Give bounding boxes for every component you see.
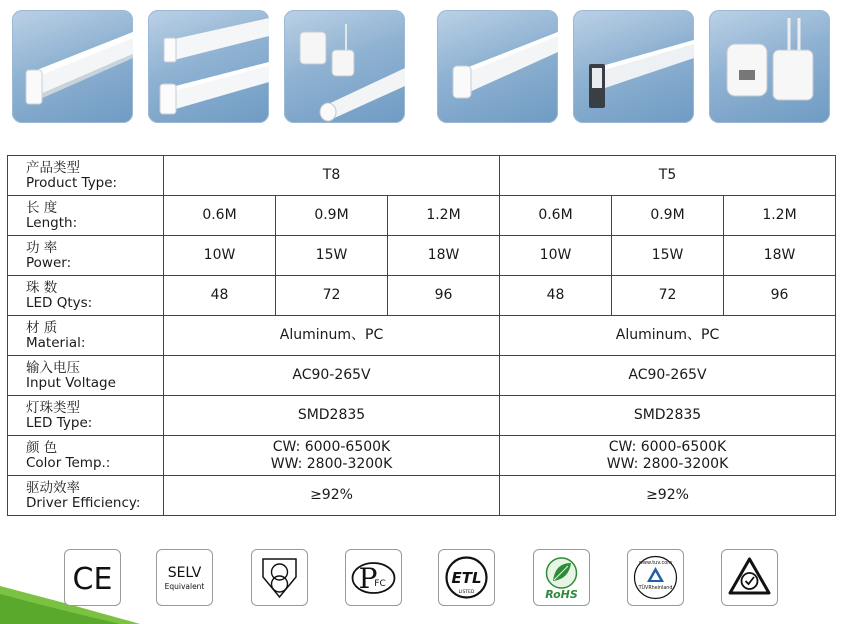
t5-color-temp-cell: CW: 6000-6500K WW: 2800-3200K — [500, 436, 836, 476]
svg-text:CE: CE — [72, 562, 113, 597]
length-cell: 0.6M — [500, 196, 612, 236]
driver-efficiency-row — [8, 476, 836, 516]
t5-tube-photo — [437, 10, 558, 123]
svg-text:ETL: ETL — [451, 569, 482, 587]
svg-text:RoHS: RoHS — [545, 588, 578, 601]
t8-tube-end-cap-photo — [148, 10, 269, 123]
length-cell: 0.9M — [612, 196, 724, 236]
safety-transformer-icon — [251, 549, 308, 606]
t5-tube-profile-photo — [573, 10, 694, 123]
t5-driver-efficiency-cell: ≥92% — [500, 476, 836, 516]
power-cell: 15W — [612, 236, 724, 276]
svg-text:FC: FC — [374, 579, 386, 589]
led-qtys-row — [8, 276, 836, 316]
led-qtys-cell: 72 — [276, 276, 388, 316]
spec-table — [7, 155, 836, 516]
power-cell: 18W — [388, 236, 500, 276]
length-cell: 0.9M — [276, 196, 388, 236]
led-qtys-label: 珠 数 LED Qtys: — [8, 276, 164, 316]
led-qtys-cell: 48 — [164, 276, 276, 316]
tube-connector-parts-photo — [284, 10, 405, 123]
rohs-leaf-icon — [533, 549, 590, 606]
power-row — [8, 236, 836, 276]
tuv-rheinland-icon — [627, 549, 684, 606]
svg-text:LISTED: LISTED — [458, 590, 475, 595]
svg-text:TÜVRheinland: TÜVRheinland — [638, 586, 673, 591]
led-qtys-cell: 96 — [388, 276, 500, 316]
t8-driver-efficiency-cell: ≥92% — [164, 476, 500, 516]
power-cell: 18W — [724, 236, 836, 276]
rcm-icon — [721, 549, 778, 606]
t5-header: T5 — [500, 156, 836, 196]
power-cell: 15W — [276, 236, 388, 276]
etl-listed-icon — [438, 549, 495, 606]
led-qtys-cell: 48 — [500, 276, 612, 316]
driver-efficiency-label: 驱动效率 Driver Efficiency: — [8, 476, 164, 516]
color-temp-row — [8, 436, 836, 476]
input-voltage-label: 输入电压 Input Voltage — [8, 356, 164, 396]
svg-text:Equivalent: Equivalent — [164, 582, 205, 591]
power-cell: 10W — [500, 236, 612, 276]
power-cell: 10W — [164, 236, 276, 276]
product-type-row — [8, 156, 836, 196]
t8-material-cell: Aluminum、PC — [164, 316, 500, 356]
t5-material-cell: Aluminum、PC — [500, 316, 836, 356]
length-cell: 1.2M — [388, 196, 500, 236]
length-cell: 1.2M — [724, 196, 836, 236]
t8-led-type-cell: SMD2835 — [164, 396, 500, 436]
material-label: 材 质 Material: — [8, 316, 164, 356]
t8-header: T8 — [164, 156, 500, 196]
led-type-row — [8, 396, 836, 436]
t8-color-temp-cell: CW: 6000-6500K WW: 2800-3200K — [164, 436, 500, 476]
led-qtys-cell: 72 — [612, 276, 724, 316]
t5-input-voltage-cell: AC90-265V — [500, 356, 836, 396]
t8-input-voltage-cell: AC90-265V — [164, 356, 500, 396]
t5-led-type-cell: SMD2835 — [500, 396, 836, 436]
svg-text:www.tuv.com: www.tuv.com — [638, 560, 673, 566]
led-qtys-cell: 96 — [724, 276, 836, 316]
input-voltage-row — [8, 356, 836, 396]
led-type-label: 灯珠类型 LED Type: — [8, 396, 164, 436]
selv-icon — [156, 549, 213, 606]
power-label: 功 率 Power: — [8, 236, 164, 276]
svg-text:SELV: SELV — [167, 565, 202, 581]
length-cell: 0.6M — [164, 196, 276, 236]
tube-lamp-holders-photo — [709, 10, 830, 123]
ce-mark-icon — [64, 549, 121, 606]
material-row — [8, 316, 836, 356]
length-label: 长 度 Length: — [8, 196, 164, 236]
t8-tube-with-fixture-photo — [12, 10, 133, 123]
product-type-label: 产品类型 Product Type: — [8, 156, 164, 196]
svg-text:P: P — [358, 562, 378, 595]
pse-fc-icon — [345, 549, 402, 606]
color-temp-label: 颜 色 Color Temp.: — [8, 436, 164, 476]
length-row — [8, 196, 836, 236]
